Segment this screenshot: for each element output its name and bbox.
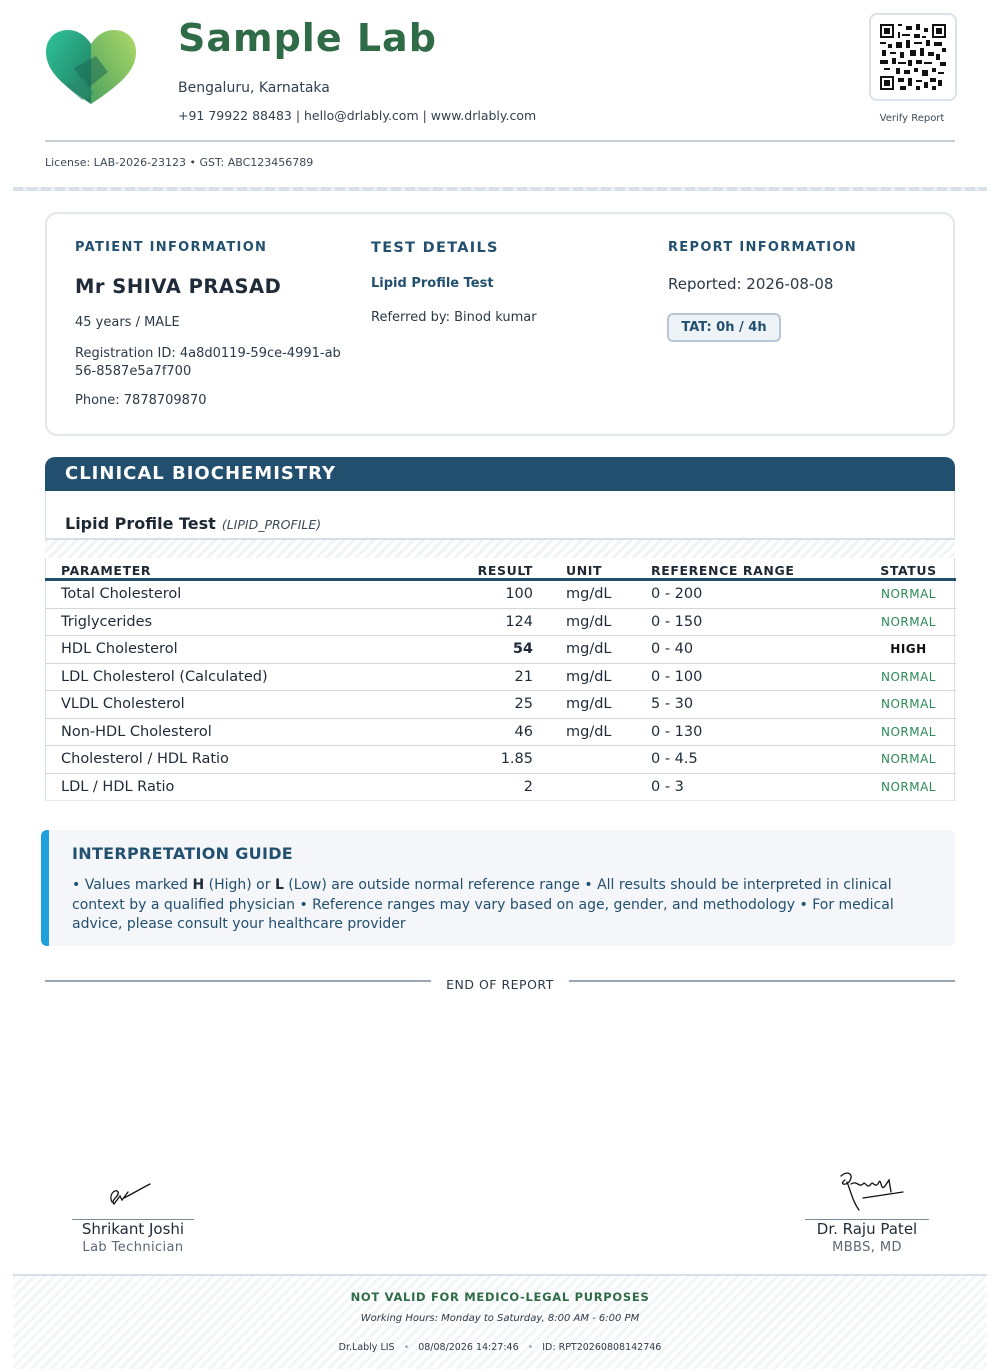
interpretation-part-1: • Values marked: [72, 877, 193, 893]
table-row: [45, 580, 956, 609]
status-badge: NORMAL: [861, 718, 956, 746]
header-reference-range: REFERENCE RANGE: [651, 556, 861, 580]
lab-name: Sample Lab: [178, 16, 437, 60]
table-row: [45, 608, 956, 636]
report-id: ID: RPT20260808142746: [542, 1342, 662, 1353]
signature-left-image: [102, 1174, 154, 1212]
tat-badge: TAT: 0h / 4h: [667, 313, 781, 342]
interpretation-high-marker: H: [192, 877, 205, 893]
patient-info-heading: PATIENT INFORMATION: [75, 240, 268, 255]
signatory-role-left: Lab Technician: [82, 1240, 184, 1255]
range-cell: 0 - 100: [651, 663, 861, 691]
status-badge: HIGH: [861, 636, 956, 664]
status-badge: NORMAL: [861, 580, 956, 609]
range-cell: 0 - 3: [651, 773, 861, 801]
range-cell: 0 - 4.5: [651, 746, 861, 774]
result-cell: 54: [441, 636, 533, 664]
system-name: Dr.Lably LIS: [338, 1342, 395, 1353]
table-row: [45, 718, 956, 746]
result-cell: 46: [441, 718, 533, 746]
signature-right-image: [833, 1168, 905, 1216]
test-code: (LIPID_PROFILE): [221, 517, 322, 532]
unit-cell: mg/dL: [533, 580, 651, 609]
header-parameter: PARAMETER: [45, 556, 441, 580]
table-row: [45, 636, 956, 664]
result-cell: 100: [441, 580, 533, 609]
table-row: [45, 746, 956, 774]
param-cell: Cholesterol / HDL Ratio: [45, 746, 441, 774]
lab-logo: [44, 28, 138, 106]
referred-by: Referred by: Binod kumar: [371, 310, 537, 325]
patient-name: Mr SHIVA PRASAD: [75, 275, 282, 298]
status-badge: NORMAL: [861, 773, 956, 801]
section-title: CLINICAL BIOCHEMISTRY: [65, 463, 337, 484]
results-table: [45, 556, 956, 801]
range-cell: 0 - 40: [651, 636, 861, 664]
range-cell: 0 - 130: [651, 718, 861, 746]
status-badge: NORMAL: [861, 746, 956, 774]
test-title: [65, 514, 321, 533]
unit-cell: mg/dL: [533, 608, 651, 636]
status-badge: NORMAL: [861, 691, 956, 719]
result-cell: 21: [441, 663, 533, 691]
verify-report-link[interactable]: Verify Report: [879, 113, 945, 124]
lab-city: Bengaluru, Karnataka: [178, 80, 330, 96]
lab-contact[interactable]: +91 79922 88483 | hello@drlably.com | www.drlably.com: [178, 108, 537, 123]
header-result: RESULT: [441, 556, 533, 580]
interpretation-part-2: (High) or: [204, 877, 275, 893]
reported-date: Reported: 2026-08-08: [668, 275, 834, 293]
status-badge: NORMAL: [861, 663, 956, 691]
interpretation-part-3: (Low) are outside normal reference range • All results should be interpreted in clinical context by a qualified physician • Reference ranges may vary based on age, gender, and methodology • For medical advice, please consult your healthcare provider: [72, 877, 894, 932]
param-cell: LDL / HDL Ratio: [45, 773, 441, 801]
dashed-divider: [13, 187, 987, 191]
unit-cell: [533, 773, 651, 801]
unit-cell: mg/dL: [533, 663, 651, 691]
unit-cell: mg/dL: [533, 691, 651, 719]
end-divider-right: [569, 980, 955, 982]
license-info: License: LAB-2026-23123 • GST: ABC123456789: [45, 156, 314, 169]
test-details-heading: TEST DETAILS: [371, 240, 499, 256]
end-of-report: END OF REPORT: [446, 977, 554, 992]
header-divider: [45, 140, 955, 142]
pattern-divider: [45, 538, 955, 558]
test-name: Lipid Profile Test: [371, 276, 494, 291]
range-cell: 0 - 200: [651, 580, 861, 609]
footer-meta: Dr.Lably LIS • 08/08/2026 14:27:46 • ID: RPT20260808142746: [338, 1342, 662, 1353]
param-cell: HDL Cholesterol: [45, 636, 441, 664]
result-cell: 25: [441, 691, 533, 719]
signatory-name-left: Shrikant Joshi: [81, 1220, 185, 1238]
report-info-heading: REPORT INFORMATION: [668, 240, 857, 255]
signatory-role-right: MBBS, MD: [832, 1240, 902, 1255]
unit-cell: [533, 746, 651, 774]
header-status: STATUS: [861, 556, 956, 580]
param-cell: Non-HDL Cholesterol: [45, 718, 441, 746]
patient-age-gender: 45 years / MALE: [75, 315, 180, 330]
test-title-name: Lipid Profile Test: [65, 514, 216, 533]
result-cell: 124: [441, 608, 533, 636]
interpretation-low-marker: L: [274, 877, 284, 893]
patient-phone: Phone: 7878709870: [75, 393, 207, 408]
unit-cell: mg/dL: [533, 718, 651, 746]
table-row: [45, 773, 956, 801]
interpretation-title: INTERPRETATION GUIDE: [72, 844, 294, 863]
signatory-name-right: Dr. Raju Patel: [816, 1220, 918, 1238]
param-cell: LDL Cholesterol (Calculated): [45, 663, 441, 691]
range-cell: 0 - 150: [651, 608, 861, 636]
not-valid-notice: NOT VALID FOR MEDICO-LEGAL PURPOSES: [350, 1290, 650, 1304]
param-cell: Triglycerides: [45, 608, 441, 636]
working-hours: Working Hours: Monday to Saturday, 8:00 AM - 6:00 PM: [360, 1313, 640, 1324]
param-cell: VLDL Cholesterol: [45, 691, 441, 719]
range-cell: 5 - 30: [651, 691, 861, 719]
patient-registration-id: Registration ID: 4a8d0119-59ce-4991-ab56-8587e5a7f700: [75, 346, 341, 379]
table-header-row: [45, 556, 956, 580]
table-row: [45, 691, 956, 719]
header-unit: UNIT: [533, 556, 651, 580]
result-cell: 2: [441, 773, 533, 801]
param-cell: Total Cholesterol: [45, 580, 441, 609]
qr-code-icon[interactable]: [869, 13, 957, 101]
end-divider-left: [45, 980, 431, 982]
report-timestamp: 08/08/2026 14:27:46: [418, 1342, 519, 1353]
section-header: [45, 457, 955, 491]
result-cell: 1.85: [441, 746, 533, 774]
interpretation-text: [72, 876, 932, 935]
table-row: [45, 663, 956, 691]
status-badge: NORMAL: [861, 608, 956, 636]
unit-cell: mg/dL: [533, 636, 651, 664]
